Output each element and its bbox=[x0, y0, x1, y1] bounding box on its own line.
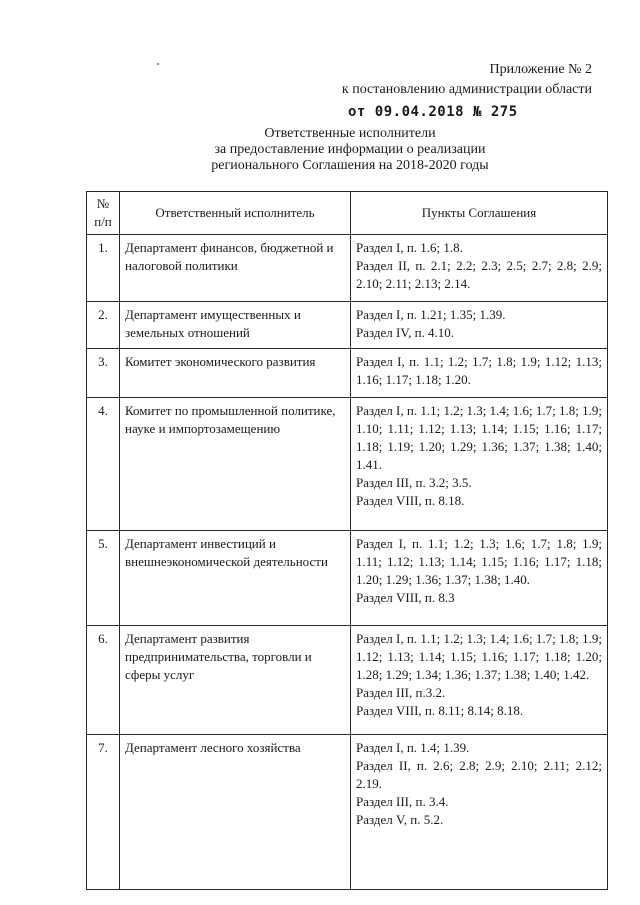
row-number: 3. bbox=[87, 349, 120, 398]
row-executor: Комитет по промышленной политике, науке и импортозамещению bbox=[120, 398, 351, 531]
points-line: Раздел I, п. 1.4; 1.39. bbox=[356, 740, 470, 755]
points-line: Раздел IV, п. 4.10. bbox=[356, 325, 455, 340]
header-points: Пункты Соглашения bbox=[351, 192, 608, 235]
row-number: 6. bbox=[87, 626, 120, 735]
row-points bbox=[351, 235, 608, 302]
points-line: Раздел III, п. 3.2; 3.5. bbox=[356, 475, 472, 490]
points-line: Раздел I, п. 1.1; 1.2; 1.3; 1.4; 1.6; 1.7; 1.8; 1.9; 1.12; 1.13; 1.14; 1.15; 1.16; 1.17; 1.18; 1.20; 1.28; 1.29; 1.34; 1.36; 1.37; 1.38; 1.40; 1.42. bbox=[356, 631, 602, 682]
scan-artifact bbox=[157, 63, 159, 65]
row-points bbox=[351, 398, 608, 531]
row-executor: Комитет экономического развития bbox=[120, 349, 351, 398]
points-line: Раздел VIII, п. 8.11; 8.14; 8.18. bbox=[356, 703, 524, 718]
appendix-reference: к постановлению администрации области bbox=[341, 82, 592, 97]
points-line: Раздел I, п. 1.1; 1.2; 1.3; 1.4; 1.6; 1.7; 1.8; 1.9; 1.10; 1.11; 1.12; 1.13; 1.14; 1.15; 1.16; 1.17; 1.18; 1.19; 1.20; 1.29; 1.36; 1.37; 1.38; 1.40; 1.41. bbox=[356, 403, 602, 472]
table-row bbox=[87, 398, 608, 531]
title-line-3: регионального Соглашения на 2018-2020 годы bbox=[211, 158, 489, 173]
row-points bbox=[351, 531, 608, 626]
row-executor: Департамент финансов, бюджетной и налоговой политики bbox=[120, 235, 351, 302]
points-line: Раздел I, п. 1.21; 1.35; 1.39. bbox=[356, 307, 506, 322]
table-row bbox=[87, 531, 608, 626]
row-executor: Департамент имущественных и земельных отношений bbox=[120, 302, 351, 349]
points-line: Раздел VIII, п. 8.18. bbox=[356, 493, 465, 508]
points-line: Раздел V, п. 5.2. bbox=[356, 812, 444, 827]
title-line-2: за предоставление информации о реализации bbox=[214, 142, 486, 157]
table-row bbox=[87, 626, 608, 735]
points-line: Раздел I, п. 1.6; 1.8. bbox=[356, 240, 463, 255]
row-number: 5. bbox=[87, 531, 120, 626]
document-title bbox=[0, 126, 640, 174]
table-row bbox=[87, 235, 608, 302]
appendix-header bbox=[342, 60, 592, 100]
row-number: 2. bbox=[87, 302, 120, 349]
decree-date-stamp: от 09.04.2018 № 275 bbox=[348, 104, 518, 120]
points-line: Раздел II, п. 2.1; 2.2; 2.3; 2.5; 2.7; 2.8; 2.9; 2.10; 2.11; 2.13; 2.14. bbox=[356, 258, 602, 291]
row-number: 1. bbox=[87, 235, 120, 302]
points-line: Раздел III, п.3.2. bbox=[356, 685, 446, 700]
row-number: 4. bbox=[87, 398, 120, 531]
table-row bbox=[87, 349, 608, 398]
points-line: Раздел II, п. 2.6; 2.8; 2.9; 2.10; 2.11; 2.12; 2.19. bbox=[356, 758, 602, 791]
points-line: Раздел VIII, п. 8.3 bbox=[356, 590, 455, 605]
row-executor: Департамент лесного хозяйства bbox=[120, 735, 351, 890]
row-number: 7. bbox=[87, 735, 120, 890]
header-number: № п/п bbox=[87, 192, 120, 235]
title-line-1: Ответственные исполнители bbox=[264, 126, 436, 141]
row-executor: Департамент развития предпринимательства, торговли и сферы услуг bbox=[120, 626, 351, 735]
table-header-row bbox=[87, 192, 608, 235]
points-line: Раздел I, п. 1.1; 1.2; 1.7; 1.8; 1.9; 1.12; 1.13; 1.16; 1.17; 1.18; 1.20. bbox=[356, 354, 602, 387]
table-row bbox=[87, 302, 608, 349]
row-executor: Департамент инвестиций и внешнеэкономической деятельности bbox=[120, 531, 351, 626]
header-executor: Ответственный исполнитель bbox=[120, 192, 351, 235]
row-points bbox=[351, 302, 608, 349]
points-line: Раздел I, п. 1.1; 1.2; 1.3; 1.6; 1.7; 1.8; 1.9; 1.11; 1.12; 1.13; 1.14; 1.15; 1.16; 1.17; 1.18; 1.20; 1.29; 1.36; 1.37; 1.38; 1.40. bbox=[356, 536, 602, 587]
appendix-number: Приложение № 2 bbox=[489, 62, 592, 77]
executors-table bbox=[86, 191, 608, 890]
row-points bbox=[351, 735, 608, 890]
points-line: Раздел III, п. 3.4. bbox=[356, 794, 449, 809]
row-points bbox=[351, 349, 608, 398]
table-row bbox=[87, 735, 608, 890]
row-points bbox=[351, 626, 608, 735]
